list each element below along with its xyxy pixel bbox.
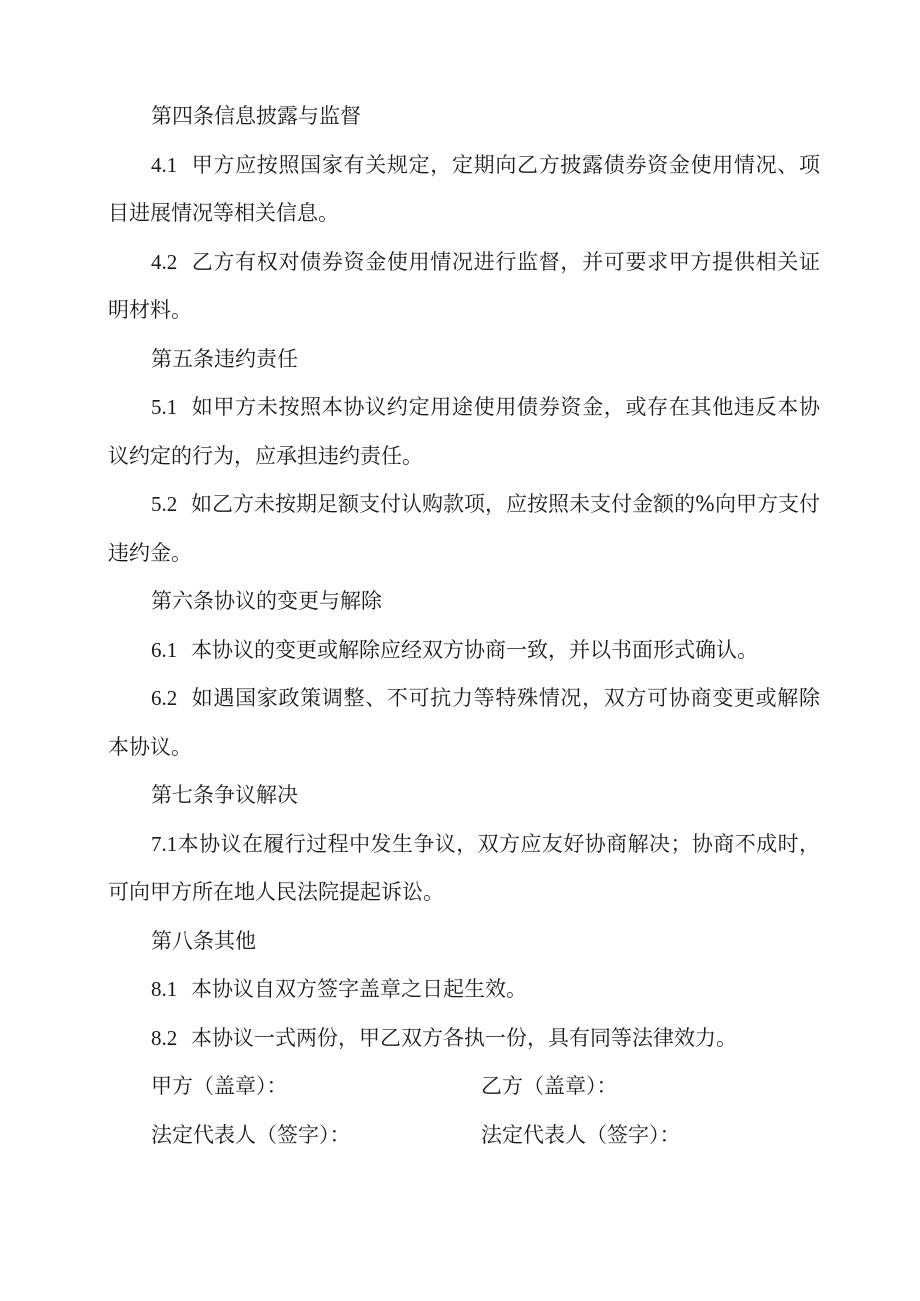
clause-text: 如遇国家政策调整、不可抗力等特殊情况，双方可协商变更或解除本协议。 bbox=[108, 686, 820, 759]
section-7-title: 第七条争议解决 bbox=[151, 783, 298, 807]
clause-number: 5.2 bbox=[151, 492, 178, 516]
clause-8-1 bbox=[108, 965, 820, 1014]
clause-number: 8.1 bbox=[151, 977, 178, 1001]
section-4-title: 第四条信息披露与监督 bbox=[151, 104, 361, 128]
clause-number: 5.1 bbox=[151, 395, 178, 419]
clause-text: 乙方有权对债券资金使用情况进行监督，并可要求甲方提供相关证明材料。 bbox=[108, 249, 820, 322]
seal-row bbox=[108, 1062, 820, 1111]
clause-text: 本协议一式两份，甲乙双方各执一份，具有同等法律效力。 bbox=[191, 1025, 737, 1050]
clause-text: 本协议在履行过程中发生争议，双方应友好协商解决；协商不成时，可向甲方所在地人民法院提起诉讼。 bbox=[108, 831, 820, 904]
clause-text: 甲方应按照国家有关规定，定期向乙方披露债券资金使用情况、项目进展情况等相关信息。 bbox=[108, 152, 820, 225]
clause-text: 如乙方未按期足额支付认购款项，应按照未支付金额的%向甲方支付违约金。 bbox=[108, 492, 820, 565]
section-8-title: 第八条其他 bbox=[151, 928, 256, 953]
party-b-representative-label: 法定代表人（签字）： bbox=[481, 1122, 681, 1147]
clause-5-2 bbox=[108, 480, 820, 577]
clause-6-1 bbox=[108, 626, 820, 675]
party-b-seal-label: 乙方（盖章）： bbox=[481, 1074, 618, 1098]
clause-7-1 bbox=[108, 820, 820, 917]
clause-number: 6.2 bbox=[151, 686, 178, 710]
clause-number: 4.2 bbox=[151, 249, 178, 274]
clause-number: 7.1 bbox=[151, 831, 178, 856]
section-6-title: 第六条协议的变更与解除 bbox=[151, 589, 382, 613]
clause-text: 本协议自双方签字盖章之日起生效。 bbox=[191, 977, 527, 1001]
clause-number: 4.1 bbox=[151, 152, 178, 177]
clause-text: 本协议的变更或解除应经双方协商一致，并以书面形式确认。 bbox=[191, 637, 758, 662]
clause-number: 6.1 bbox=[151, 637, 178, 662]
clause-8-2 bbox=[108, 1014, 820, 1063]
clause-text: 如甲方未按照本协议约定用途使用债券资金，或存在其他违反本协议约定的行为，应承担违约责任。 bbox=[108, 395, 820, 468]
clause-number: 8.2 bbox=[151, 1025, 178, 1050]
clause-4-2 bbox=[108, 238, 820, 335]
section-5-title: 第五条违约责任 bbox=[151, 346, 298, 371]
party-a-representative-label: 法定代表人（签字）： bbox=[151, 1122, 351, 1147]
clause-5-1 bbox=[108, 383, 820, 480]
representative-row bbox=[108, 1111, 820, 1160]
clause-6-2 bbox=[108, 674, 820, 771]
document-page bbox=[108, 92, 820, 1159]
party-a-seal-label: 甲方（盖章）： bbox=[151, 1074, 288, 1098]
clause-4-1 bbox=[108, 141, 820, 238]
